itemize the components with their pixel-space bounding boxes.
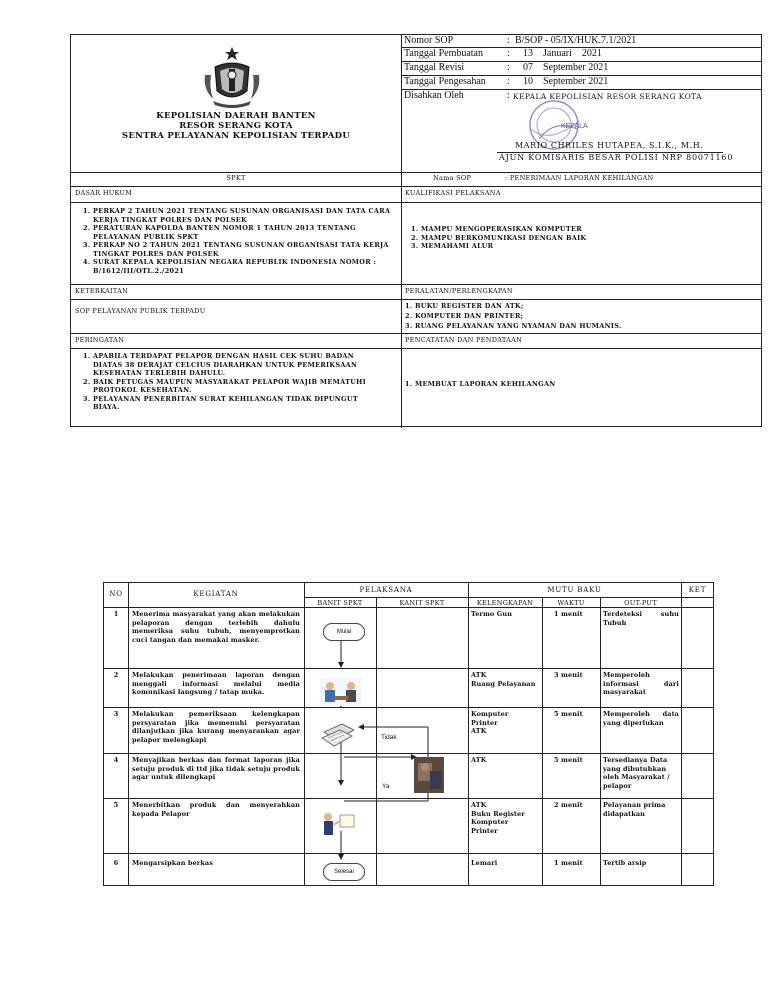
keterkaitan-title: KETERKAITAN [75, 287, 129, 295]
peralatan-item: 3. RUANG PELAYANAN YANG NYAMAN DAN HUMANIS. [405, 322, 622, 330]
row-kegiatan: Menerbitkan produk dan menyerahkan kepada Pelapor [132, 801, 300, 818]
dasar-hukum-item: 1. PERKAP 2 TAHUN 2021 TENTANG SUSUNAN ORGANISASI DAN TATA CARA KERJA TINGKAT POLRES DAN POLSEK [93, 207, 393, 224]
row-output: Tertib arsip [603, 859, 647, 867]
row-kelengkapan: ATK [471, 756, 487, 764]
meta-revisi-sep: : [507, 62, 510, 73]
col-output: OUT-PUT [624, 599, 657, 607]
peralatan-item: 1. BUKU REGISTER DAN ATK; [405, 302, 524, 310]
col-kelengkapan: KELENGKAPAN [476, 599, 534, 607]
col-kegiatan: KEGIATAN [193, 590, 239, 598]
col-kanit-spkt: KANIT SPKT [399, 599, 445, 607]
flow-ya-label: Ya [382, 783, 390, 790]
dasar-hukum-item: 2. PERATURAN KAPOLDA BANTEN NOMOR 1 TAHUN 2013 TENTANG PELAYANAN PUBLIK SPKT [93, 224, 393, 241]
flow-end: Selesai [323, 863, 365, 881]
kualifikasi-title: KUALIFIKASI PELAKSANA [405, 189, 501, 197]
meta-disahkan-label: Disahkan Oleh [404, 90, 464, 101]
signer-name: MARIO CHRILES HUTAPEA, S.I.K., M.H. [515, 141, 704, 150]
sop-header-table [70, 34, 762, 427]
meta-pengesahan-label: Tanggal Pengesahan [404, 76, 486, 87]
meta-pembuatan-label: Tanggal Pembuatan [404, 48, 483, 59]
meta-disahkan-sep: : [507, 90, 510, 101]
meta-nomor-label: Nomor SOP [404, 35, 454, 46]
peralatan-title: PERALATAN/PERLENGKAPAN [405, 287, 513, 295]
dasar-hukum-item: 4. SURAT KEPALA KEPOLISIAN NEGARA REPUBLIK INDONESIA NOMOR : B/1612/III/OTL.2./2021 [93, 258, 393, 275]
meta-revisi-value: 07 September 2021 [523, 62, 609, 73]
procedure-flow-table [103, 582, 714, 886]
row-kegiatan: Mengarsipkan berkas [132, 859, 213, 867]
row-output: Terdeteksi suhu Tubuh [603, 610, 679, 627]
row-no: 1 [113, 610, 119, 618]
row-no: 3 [113, 710, 119, 718]
row-waktu: 5 menit [554, 756, 583, 764]
row-no: 2 [113, 671, 119, 679]
row-waktu: 2 menit [554, 801, 583, 809]
row-no: 5 [113, 801, 119, 809]
meta-nomor-sep: : [507, 35, 510, 46]
meta-pembuatan-sep: : [507, 48, 510, 59]
org-line-3: SENTRA PELAYANAN KEPOLISIAN TERPADU [121, 131, 351, 141]
dasar-hukum-title: DASAR HUKUM [75, 189, 133, 197]
row-no: 6 [113, 859, 119, 867]
peringatan-title: PERINGATAN [75, 336, 125, 344]
col-banit-spkt: BANIT SPKT [317, 599, 363, 607]
two-people-talking-icon [320, 678, 362, 706]
row-output: Tersedianya Data yang dibutuhkan oleh Masyarakat / pelapor [603, 756, 670, 790]
flow-tidak-label: Tidak [381, 734, 397, 741]
row-no: 4 [113, 756, 119, 764]
stamp-text: KEPALA [561, 123, 588, 130]
org-line-2: RESOR SERANG KOTA [179, 121, 293, 131]
meta-nomor-value: B/SOP - 05/IX/HUK.7.1/2021 [515, 35, 637, 46]
row-kelengkapan: Lemari [471, 859, 498, 867]
meta-pembuatan-value: 13 Januari 2021 [523, 48, 602, 59]
org-line-1: KEPOLISIAN DAERAH BANTEN [156, 111, 316, 121]
officer-handing-document-icon [320, 809, 360, 839]
meta-revisi-label: Tanggal Revisi [404, 62, 465, 73]
nama-sop-value: : PENERIMAAN LAPORAN KEHILANGAN [505, 174, 654, 182]
row-output: Memperoleh data yang diperlukan [603, 710, 679, 727]
peralatan-list [405, 301, 622, 331]
peringatan-item: 2. BAIK PETUGAS MAUPUN MASYARAKAT PELAPOR WAJIB MEMATUHI PROTOKOL KESEHATAN. [93, 378, 375, 395]
row-kelengkapan: ATK Buku Register Komputer Printer [471, 801, 525, 835]
kualifikasi-list [403, 225, 753, 251]
unit-spkt: SPKT [226, 174, 246, 182]
peringatan-list [75, 352, 375, 412]
meta-disahkan-value: KEPALA KEPOLISIAN RESOR SERANG KOTA [513, 92, 702, 101]
row-waktu: 1 menit [554, 610, 583, 618]
row-output: Pelayanan prima didapatkan [603, 801, 666, 818]
peralatan-item: 2. KOMPUTER DAN PRINTER; [405, 312, 524, 320]
officer-photo-icon [414, 757, 444, 793]
keterkaitan-value: SOP PELAYANAN PUBLIK TERPADU [75, 307, 206, 315]
row-kelengkapan: Termo Gun [471, 610, 513, 618]
nama-sop-label: Nama SOP [433, 174, 472, 182]
pencatatan-title: PENCATATAN DAN PENDATAAN [405, 336, 523, 344]
col-mutu-baku: MUTU BAKU [547, 586, 602, 594]
meta-pengesahan-value: 10 September 2021 [523, 76, 609, 87]
signer-rank: AJUN KOMISARIS BESAR POLISI NRP 80071160 [499, 153, 734, 162]
row-kegiatan: Menerima masyarakat yang akan melakukan pelaporan dengan terlebih dahulu memeriksa suhu tubuh, menyemprotkan cuci tangan dan memakai masker. [132, 610, 300, 644]
dasar-hukum-list [75, 207, 393, 275]
col-ket: KET [688, 586, 707, 594]
kualifikasi-item: 2. MAMPU BERKOMUNIKASI DENGAN BAIK [421, 234, 753, 243]
pencatatan-value: 1. MEMBUAT LAPORAN KEHILANGAN [405, 380, 556, 388]
col-waktu: WAKTU [557, 599, 585, 607]
row-kegiatan: Menyajikan berkas dan format laporan jika setuju produk di ttd jika tidak setuju produk agar untuk dilengkapi [132, 756, 300, 781]
police-emblem-icon [201, 45, 263, 109]
row-waktu: 1 menit [554, 859, 583, 867]
row-kegiatan: Melakukan pemeriksaan kelengkapan persyaratan jika memenuhi persyaratan dilanjutkan jika kurang menyarankan agar pelapor melengkapi [132, 710, 300, 744]
peringatan-item: 1. APABILA TERDAPAT PELAPOR DENGAN HASIL CEK SUHU BADAN DIATAS 38 DERAJAT CELCIUS DIARAHKAN UNTUK PEMERIKSAAN KESEHATAN TERLEBIH DAHULU. [93, 352, 375, 378]
documents-stack-icon [320, 718, 358, 748]
kualifikasi-item: 1. MAMPU MENGOPERASIKAN KOMPUTER [421, 225, 753, 234]
row-kegiatan: Melakukan penerimaan laporan dengan menggali informasi melalui media komunikasi langsung / tatap muka. [132, 671, 300, 696]
row-output: Memperoleh informasi dari masyarakat [603, 671, 679, 696]
meta-pengesahan-sep: : [507, 76, 510, 87]
row-waktu: 3 menit [554, 671, 583, 679]
row-waktu: 5 menit [554, 710, 583, 718]
row-kelengkapan: Komputer Printer ATK [471, 710, 509, 735]
col-no: NO [109, 590, 123, 598]
dasar-hukum-item: 3. PERKAP NO 2 TAHUN 2021 TENTANG SUSUNAN ORGANISASI TATA KERJA TINGKAT POLRES DAN POLSEK [93, 241, 393, 258]
row-kelengkapan: ATK Ruang Pelayanan [471, 671, 536, 688]
peringatan-item: 3. PELAYANAN PENERBITAN SURAT KEHILANGAN TIDAK DIPUNGUT BIAYA. [93, 395, 375, 412]
col-pelaksana: PELAKSANA [359, 586, 413, 594]
flow-start: Mulai [323, 623, 365, 641]
kualifikasi-item: 3. MEMAHAMI ALUR [421, 242, 753, 251]
